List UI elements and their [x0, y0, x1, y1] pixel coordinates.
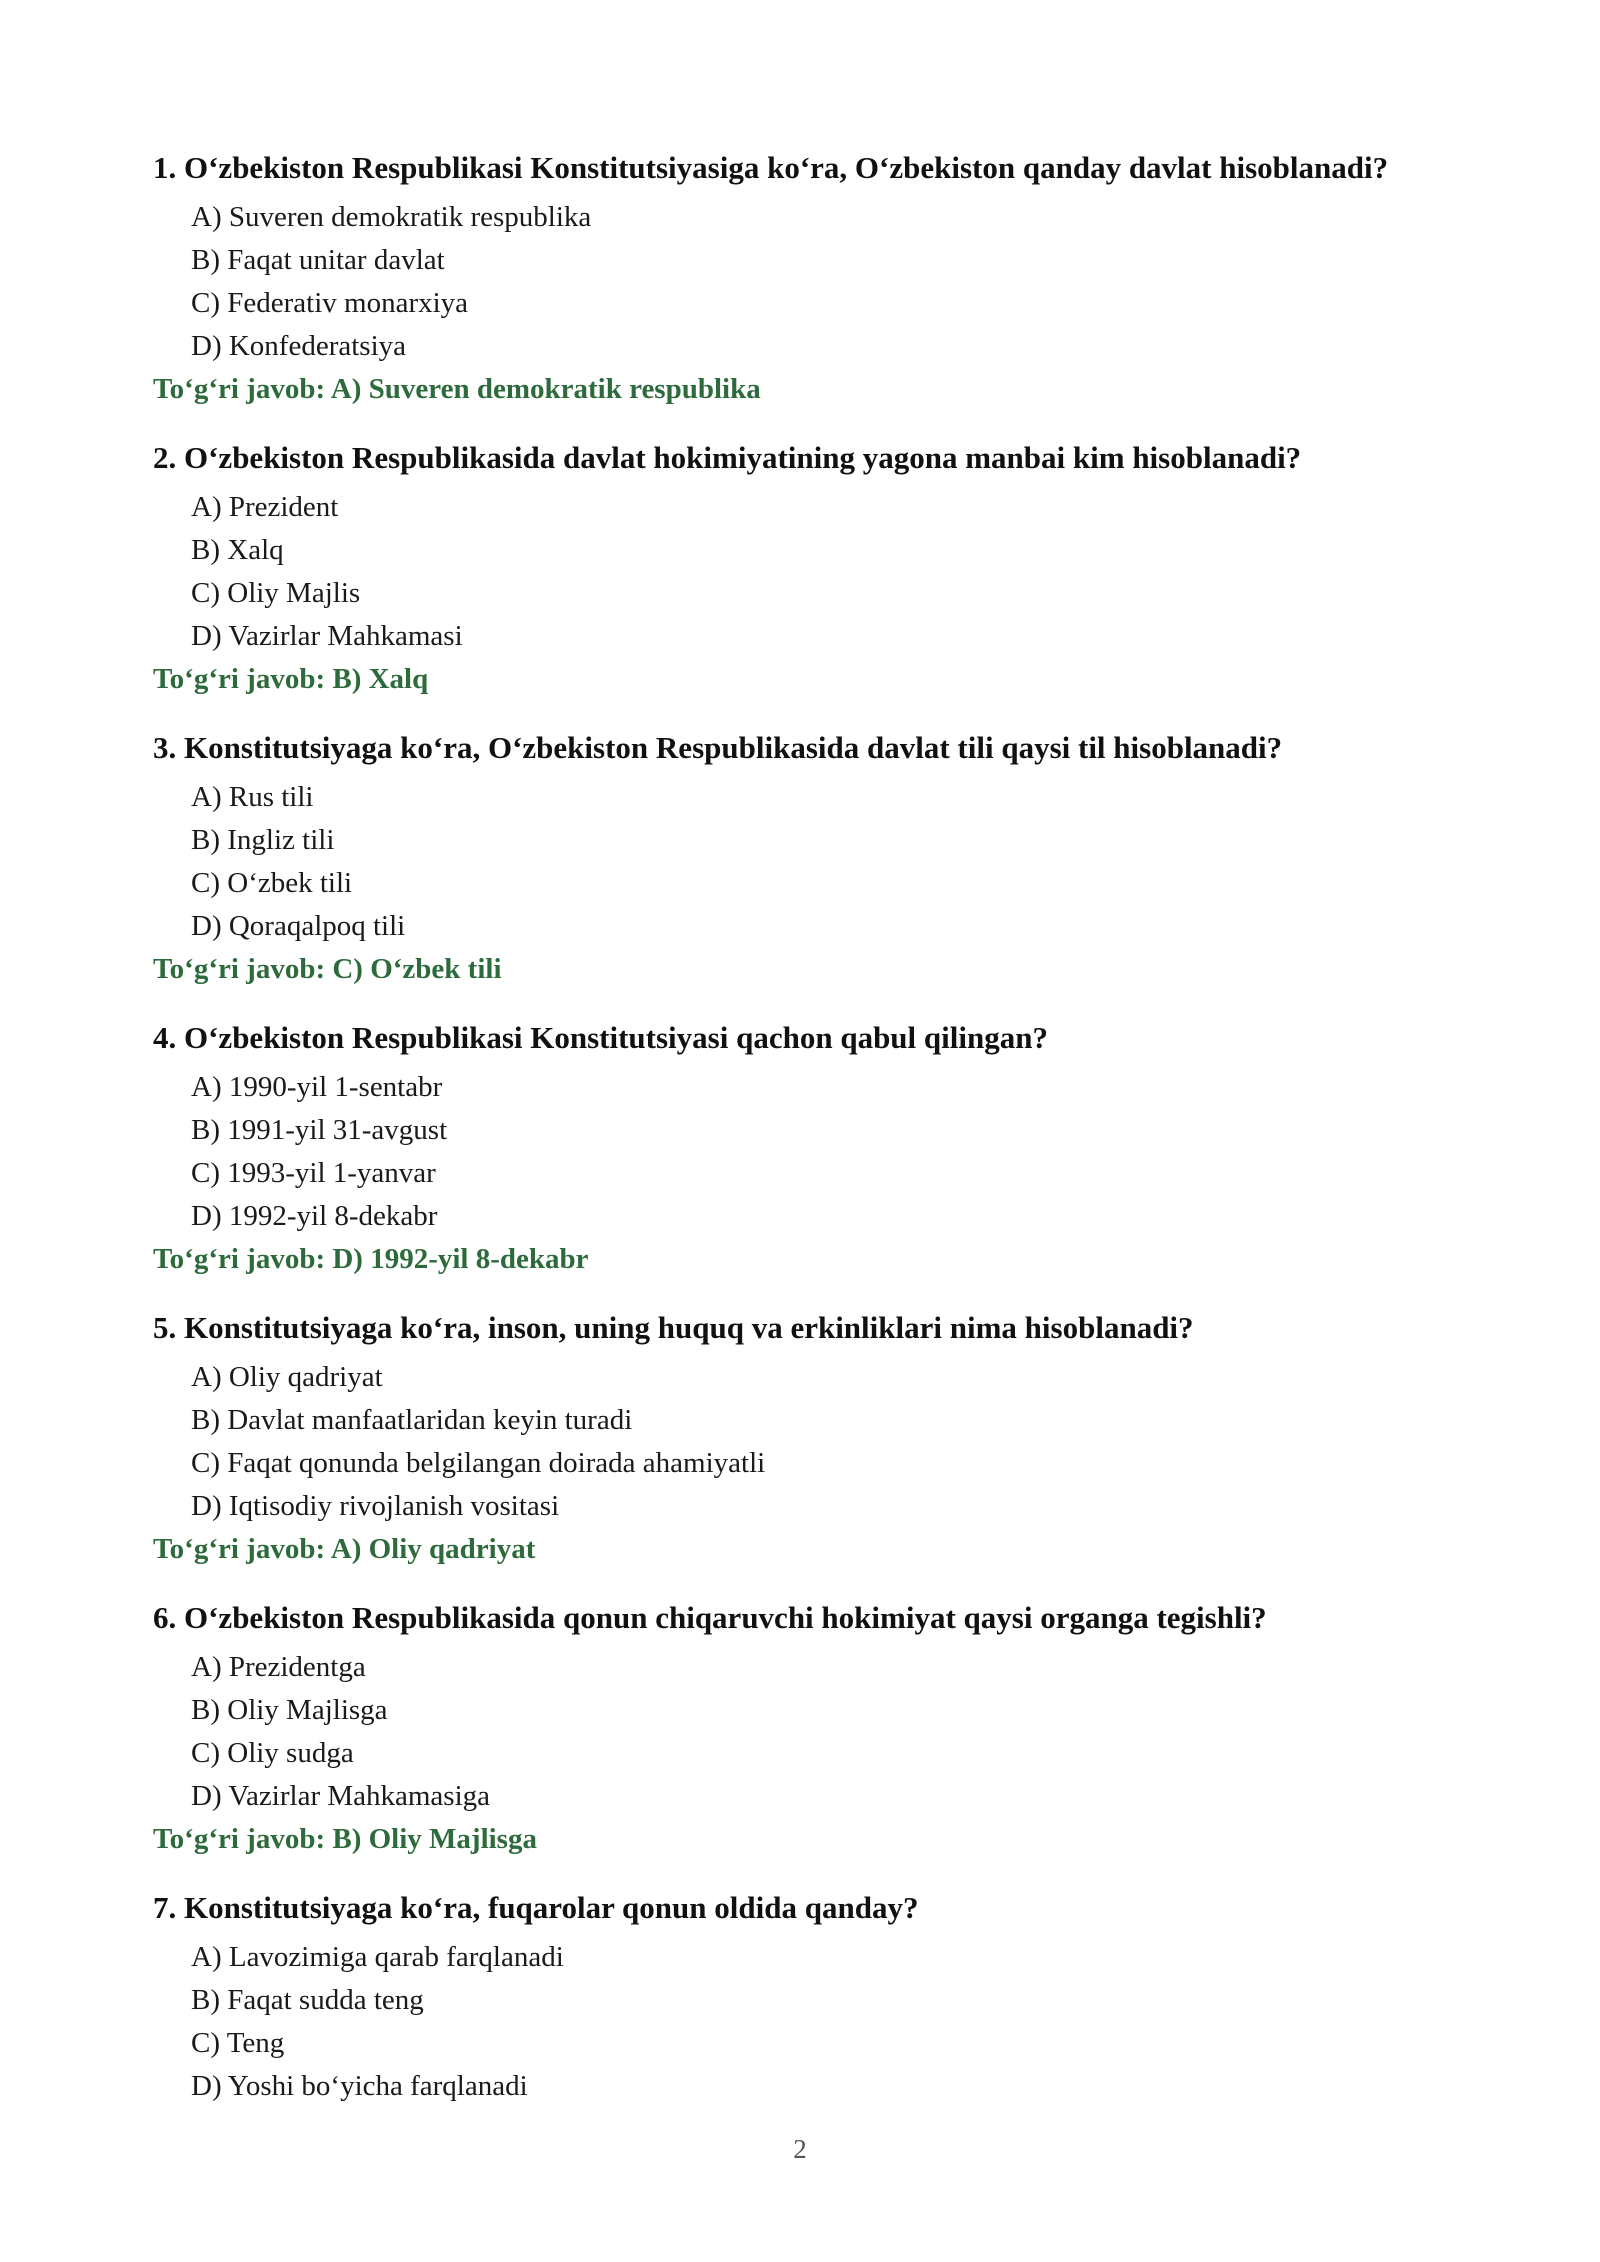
option-b: B) 1991-yil 31-avgust	[191, 1114, 448, 1146]
question-item	[153, 1598, 1473, 1888]
option-d: D) Vazirlar Mahkamasiga	[191, 1780, 491, 1812]
question-title: 4. O‘zbekiston Respublikasi Konstitutsiyasi qachon qabul qilingan?	[153, 1020, 1048, 1055]
question-item	[153, 148, 1473, 438]
question-item	[153, 1308, 1473, 1598]
question-title: 7. Konstitutsiyaga ko‘ra, fuqarolar qonun oldida qanday?	[153, 1890, 919, 1925]
option-a: A) Prezidentga	[191, 1651, 366, 1683]
question-item	[153, 728, 1473, 1018]
correct-answer: To‘g‘ri javob: A) Suveren demokratik respublika	[153, 373, 761, 405]
option-d: D) 1992-yil 8-dekabr	[191, 1200, 438, 1232]
option-d: D) Qoraqalpoq tili	[191, 910, 406, 942]
option-d: D) Vazirlar Mahkamasi	[191, 620, 463, 652]
option-c: C) Oliy Majlis	[191, 577, 361, 609]
option-a: A) Rus tili	[191, 781, 314, 813]
question-title: 1. O‘zbekiston Respublikasi Konstitutsiyasiga ko‘ra, O‘zbekiston qanday davlat hisoblanadi?	[153, 150, 1389, 185]
option-a: A) 1990-yil 1-sentabr	[191, 1071, 443, 1103]
option-list	[191, 196, 1473, 368]
option-c: C) O‘zbek tili	[191, 867, 353, 899]
option-b: B) Faqat unitar davlat	[191, 244, 445, 276]
option-list	[191, 1936, 1473, 2108]
question-title: 5. Konstitutsiyaga ko‘ra, inson, uning huquq va erkinliklari nima hisoblanadi?	[153, 1310, 1194, 1345]
option-list	[191, 1356, 1473, 1528]
option-list	[191, 1646, 1473, 1818]
option-c: C) 1993-yil 1-yanvar	[191, 1157, 436, 1189]
question-title: 3. Konstitutsiyaga ko‘ra, O‘zbekiston Respublikasida davlat tili qaysi til hisoblanadi?	[153, 730, 1283, 765]
correct-answer: To‘g‘ri javob: C) O‘zbek tili	[153, 953, 502, 985]
question-title: 6. O‘zbekiston Respublikasida qonun chiqaruvchi hokimiyat qaysi organga tegishli?	[153, 1600, 1267, 1635]
option-c: C) Federativ monarxiya	[191, 287, 469, 319]
option-a: A) Lavozimiga qarab farqlanadi	[191, 1941, 564, 1973]
option-b: B) Oliy Majlisga	[191, 1694, 388, 1726]
option-a: A) Oliy qadriyat	[191, 1361, 383, 1393]
question-title: 2. O‘zbekiston Respublikasida davlat hokimiyatining yagona manbai kim hisoblanadi?	[153, 440, 1302, 475]
correct-answer: To‘g‘ri javob: A) Oliy qadriyat	[153, 1533, 536, 1565]
option-c: C) Teng	[191, 2027, 285, 2059]
question-list	[153, 148, 1473, 2178]
question-item	[153, 1018, 1473, 1308]
option-a: A) Suveren demokratik respublika	[191, 201, 592, 233]
correct-answer: To‘g‘ri javob: B) Oliy Majlisga	[153, 1823, 537, 1855]
option-a: A) Prezident	[191, 491, 339, 523]
option-c: C) Oliy sudga	[191, 1737, 354, 1769]
option-b: B) Xalq	[191, 534, 284, 566]
correct-answer: To‘g‘ri javob: B) Xalq	[153, 663, 429, 695]
option-c: C) Faqat qonunda belgilangan doirada ahamiyatli	[191, 1447, 766, 1479]
question-item	[153, 438, 1473, 728]
option-list	[191, 776, 1473, 948]
option-d: D) Yoshi bo‘yicha farqlanadi	[191, 2070, 528, 2102]
option-d: D) Iqtisodiy rivojlanish vositasi	[191, 1490, 560, 1522]
option-d: D) Konfederatsiya	[191, 330, 406, 362]
correct-answer: To‘g‘ri javob: D) 1992-yil 8-dekabr	[153, 1243, 589, 1275]
option-list	[191, 1066, 1473, 1238]
option-list	[191, 486, 1473, 658]
option-b: B) Ingliz tili	[191, 824, 335, 856]
option-b: B) Faqat sudda teng	[191, 1984, 424, 2016]
option-b: B) Davlat manfaatlaridan keyin turadi	[191, 1404, 633, 1436]
page-number: 2	[793, 2134, 807, 2164]
